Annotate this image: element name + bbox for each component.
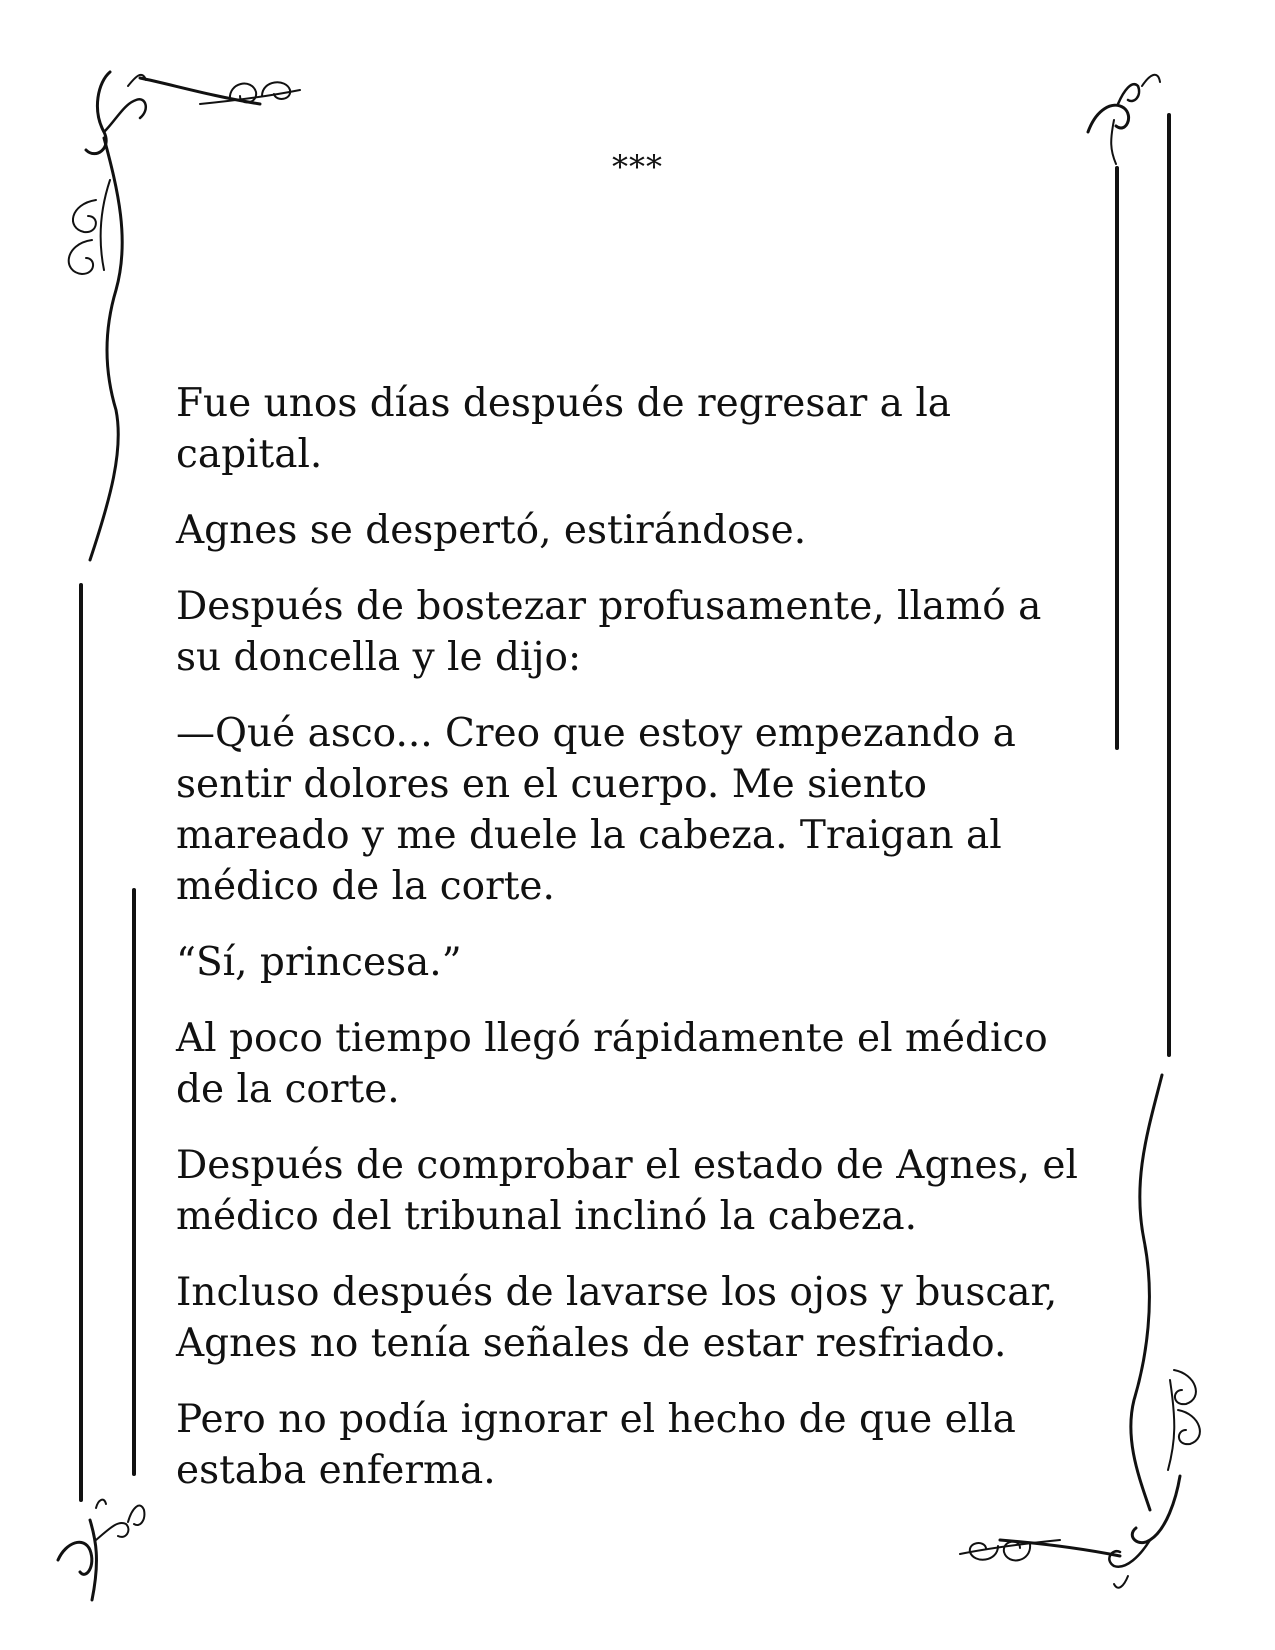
story-text bbox=[176, 378, 1091, 1521]
paragraph: “Sí, princesa.” bbox=[176, 940, 462, 985]
paragraph: Fue unos días después de regresar a la capital. bbox=[176, 381, 952, 477]
bottom-left-flourish-icon bbox=[58, 1500, 144, 1600]
section-separator: *** bbox=[612, 148, 663, 186]
paragraph: Después de comprobar el estado de Agnes, el médico del tribunal inclinó la cabeza. bbox=[176, 1143, 1078, 1239]
paragraph: Pero no podía ignorar el hecho de que ella estaba enferma. bbox=[176, 1397, 1016, 1493]
paragraph: Después de bostezar profusamente, llamó a su doncella y le dijo: bbox=[176, 584, 1042, 680]
paragraph: Agnes se despertó, estirándose. bbox=[176, 508, 807, 553]
paragraph: Incluso después de lavarse los ojos y buscar, Agnes no tenía señales de estar resfriado. bbox=[176, 1270, 1058, 1366]
paragraph: —Qué asco... Creo que estoy empezando a sentir dolores en el cuerpo. Me siento mareado y me duele la cabeza. Traigan al médico de la corte. bbox=[176, 711, 1016, 909]
paragraph: Al poco tiempo llegó rápidamente el médico de la corte. bbox=[176, 1016, 1048, 1112]
